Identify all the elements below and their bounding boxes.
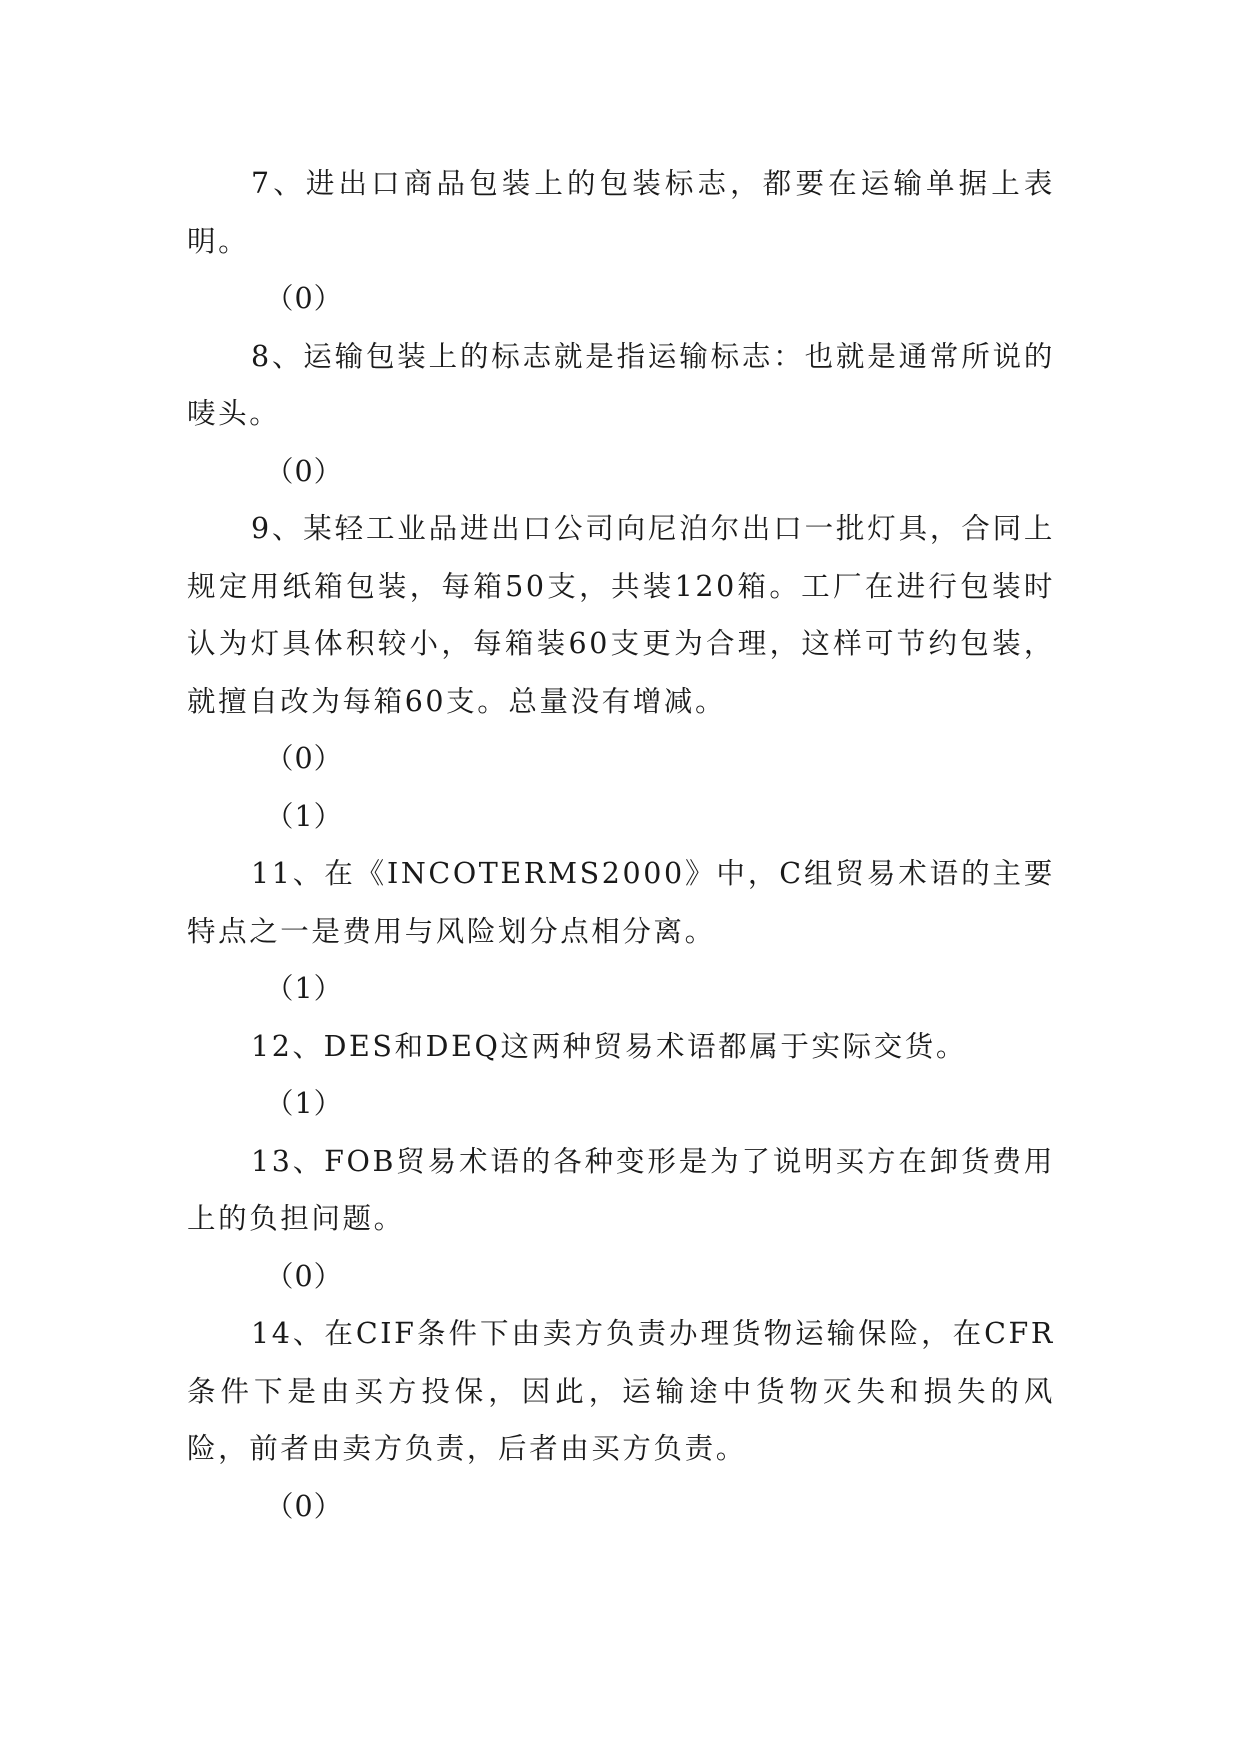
question-11: 11、在《INCOTERMS2000》中，C组贸易术语的主要特点之一是费用与风险划分点相分离。	[187, 857, 1055, 948]
answer-14: （0）	[265, 1489, 344, 1523]
answer-11: （1）	[265, 972, 344, 1005]
answer-10: （1）	[265, 799, 344, 833]
question-8: 8、运输包装上的标志就是指运输标志：也就是通常所说的唛头。	[187, 339, 1055, 430]
document-body	[187, 155, 1055, 1535]
answer-8: （0）	[265, 454, 344, 488]
answer-12: （1）	[265, 1087, 344, 1120]
question-14: 14、在CIF条件下由卖方负责办理货物运输保险，在CFR条件下是由买方投保，因此，运输途中货物灭失和损失的风险，前者由卖方负责，后者由买方负责。	[187, 1317, 1055, 1465]
answer-7: （0）	[265, 282, 344, 315]
answer-13: （0）	[265, 1259, 344, 1293]
question-7: 7、进出口商品包装上的包装标志，都要在运输单据上表明。	[187, 167, 1055, 258]
answer-9: （0）	[265, 742, 344, 775]
question-12: 12、DES和DEQ这两种贸易术语都属于实际交货。	[251, 1029, 967, 1063]
question-13: 13、FOB贸易术语的各种变形是为了说明买方在卸货费用上的负担问题。	[187, 1144, 1055, 1235]
question-9: 9、某轻工业品进出口公司向尼泊尔出口一批灯具，合同上规定用纸箱包装，每箱50支，共装120箱。工厂在进行包装时认为灯具体积较小，每箱装60支更为合理，这样可节约包装，就擅自改为每箱60支。总量没有增减。	[187, 512, 1055, 718]
